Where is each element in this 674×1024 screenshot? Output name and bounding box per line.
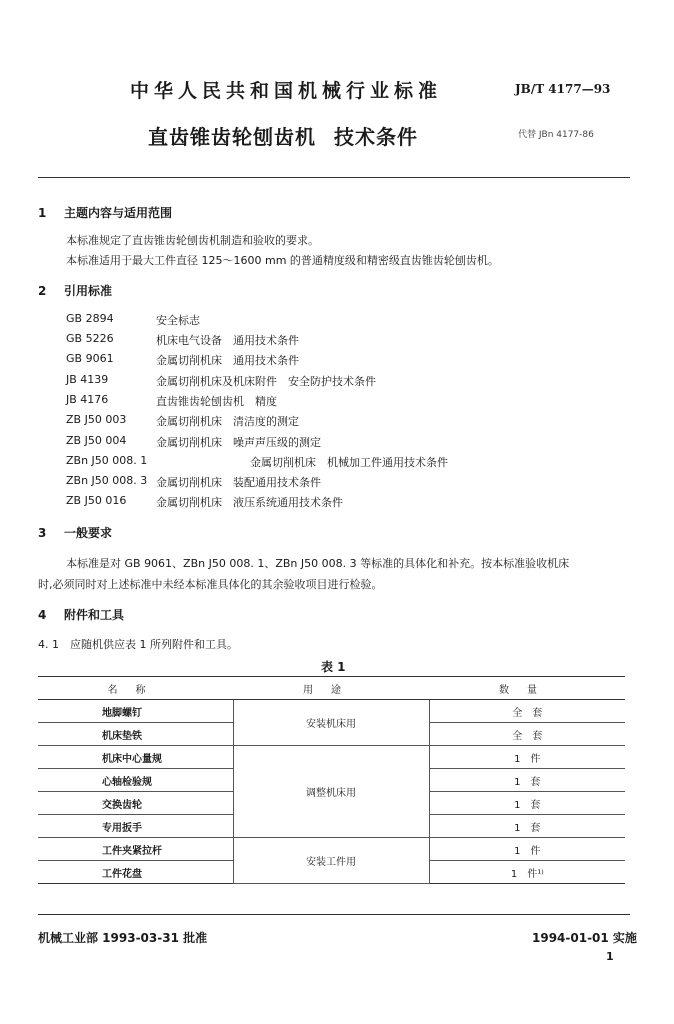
section-1-title: 主题内容与适用范围 — [64, 206, 173, 220]
reference-code: ZB J50 016 — [66, 494, 127, 507]
item-use: 安装机床用 — [233, 700, 429, 746]
section-3-number: 3 — [38, 526, 47, 540]
table-caption: 表 1 — [321, 660, 346, 674]
item-use: 安装工件用 — [233, 838, 429, 884]
reference-code: GB 9061 — [66, 352, 114, 365]
header-divider — [38, 177, 630, 178]
reference-name: 直齿锥齿轮刨齿机 精度 — [156, 395, 277, 408]
reference-code: ZB J50 003 — [66, 413, 127, 426]
section-2-heading — [38, 282, 112, 299]
header-use: 用途 — [233, 677, 429, 700]
item-quantity: 全 套 — [429, 723, 625, 746]
reference-code: ZB J50 004 — [66, 434, 127, 447]
table-row — [38, 838, 625, 861]
item-name: 工件夹紧拉杆 — [38, 838, 233, 861]
replaces-note: 代替 JBn 4177-86 — [518, 130, 594, 140]
standard-type-heading: 中华人民共和国机械行业标准 — [130, 80, 443, 102]
section-3-para-1: 本标准是对 GB 9061、ZBn J50 008. 1、ZBn J50 008. 3 等标准的具体化和补充。按本标准验收机床 — [66, 557, 570, 570]
standard-code: JB/T 4177—93 — [515, 82, 611, 96]
page-number: 1 — [606, 950, 614, 963]
document-title — [148, 121, 418, 150]
footer-divider — [38, 914, 630, 915]
title-suffix: 技术条件 — [334, 125, 418, 149]
reference-code: JB 4139 — [66, 373, 109, 386]
effective-date: 1994-01-01 实施 — [532, 931, 637, 945]
item-quantity: 1 套 — [429, 792, 625, 815]
reference-code: ZBn J50 008. 3 — [66, 474, 148, 487]
approval-note: 机械工业部 1993-03-31 批准 — [38, 931, 208, 945]
item-name: 机床中心量规 — [38, 746, 233, 769]
item-name: 专用扳手 — [38, 815, 233, 838]
item-quantity: 1 件 — [429, 746, 625, 769]
item-quantity: 1 套 — [429, 815, 625, 838]
item-name: 地脚螺钉 — [38, 700, 233, 723]
table-row — [38, 746, 625, 769]
section-2-title: 引用标准 — [64, 284, 113, 298]
section-4-heading — [38, 606, 124, 623]
item-quantity: 全 套 — [429, 700, 625, 723]
item-quantity: 1 套 — [429, 769, 625, 792]
item-name: 机床垫铁 — [38, 723, 233, 746]
reference-name: 安全标志 — [156, 314, 200, 327]
section-1-para-2: 本标准适用于最大工件直径 125～1600 mm 的普通精度级和精密级直齿锥齿轮刨齿机。 — [66, 254, 499, 267]
reference-code: GB 5226 — [66, 332, 114, 345]
reference-name: 金属切削机床 液压系统通用技术条件 — [156, 496, 343, 509]
header-quantity: 数量 — [429, 677, 625, 700]
section-4-title: 附件和工具 — [64, 608, 125, 622]
reference-code: GB 2894 — [66, 312, 114, 325]
section-4-1-text: 4. 1 应随机供应表 1 所列附件和工具。 — [38, 638, 238, 651]
item-use: 调整机床用 — [233, 746, 429, 838]
reference-code: ZBn J50 008. 1 — [66, 454, 148, 467]
section-1-number: 1 — [38, 206, 47, 220]
reference-name: 金属切削机床 通用技术条件 — [156, 354, 299, 367]
reference-name: 金属切削机床 噪声声压级的测定 — [156, 436, 321, 449]
reference-name: 机床电气设备 通用技术条件 — [156, 334, 299, 347]
title-main: 直齿锥齿轮刨齿机 — [148, 125, 316, 149]
item-name: 交换齿轮 — [38, 792, 233, 815]
reference-name: 金属切削机床 装配通用技术条件 — [156, 476, 321, 489]
reference-name: 金属切削机床及机床附件 安全防护技术条件 — [156, 375, 376, 388]
section-3-title: 一般要求 — [64, 526, 113, 540]
table-header-row — [38, 677, 625, 700]
item-quantity: 1 件¹⁾ — [429, 861, 625, 884]
section-1-heading — [38, 204, 172, 221]
section-2-number: 2 — [38, 284, 47, 298]
header-name: 名称 — [38, 677, 233, 700]
reference-name: 金属切削机床 机械加工件通用技术条件 — [250, 456, 448, 469]
section-3-heading — [38, 524, 112, 541]
item-name: 工件花盘 — [38, 861, 233, 884]
accessories-table — [38, 676, 625, 884]
table-row — [38, 700, 625, 723]
reference-name: 金属切削机床 清洁度的测定 — [156, 415, 299, 428]
reference-code: JB 4176 — [66, 393, 109, 406]
item-quantity: 1 件 — [429, 838, 625, 861]
section-3-para-2: 时,必须同时对上述标准中未经本标准具体化的其余验收项目进行检验。 — [38, 578, 383, 591]
section-4-number: 4 — [38, 608, 47, 622]
item-name: 心轴检验规 — [38, 769, 233, 792]
section-1-para-1: 本标准规定了直齿锥齿轮刨齿机制造和验收的要求。 — [66, 234, 319, 247]
